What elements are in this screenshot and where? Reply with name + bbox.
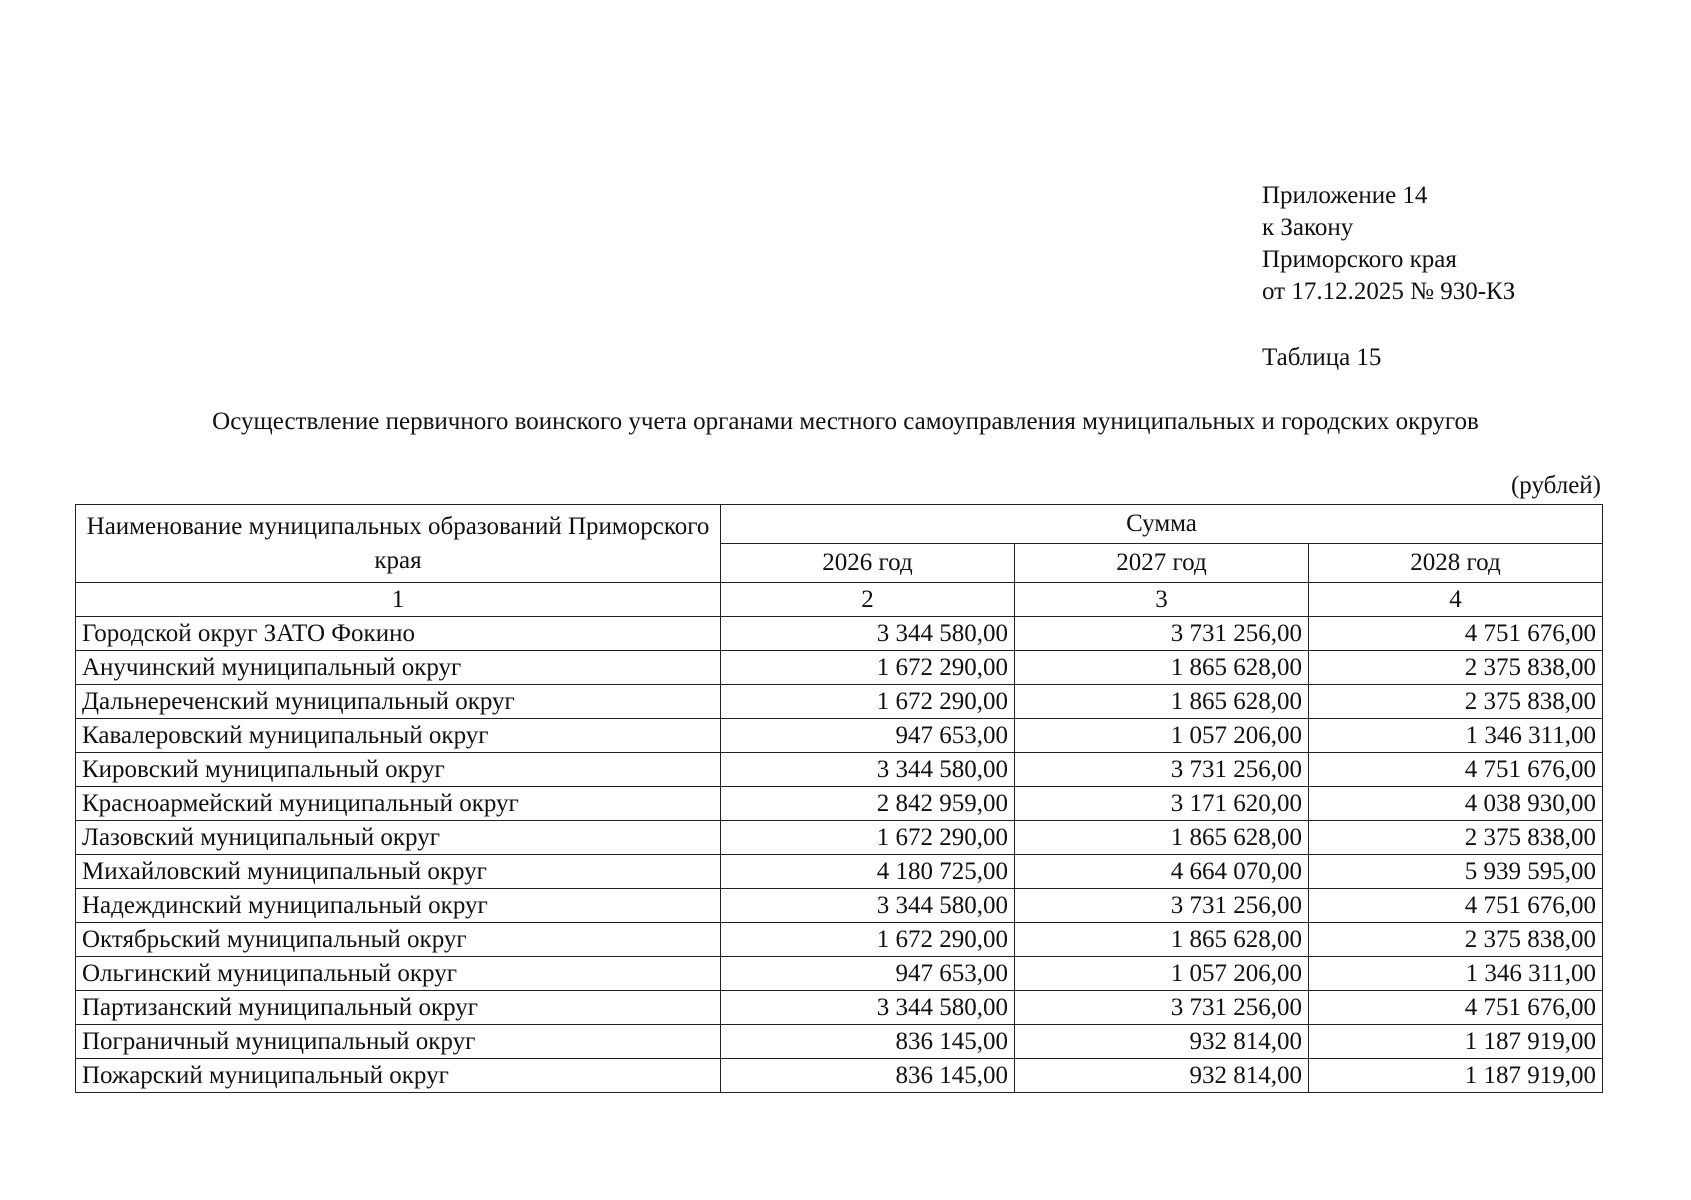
column-number: 2 [721, 583, 1015, 617]
table-row [76, 787, 1603, 821]
column-header-year: 2027 год [1015, 544, 1309, 583]
amount-2028: 2 375 838,00 [1309, 685, 1603, 719]
amount-2028: 4 038 930,00 [1309, 787, 1603, 821]
amount-2027: 1 865 628,00 [1015, 923, 1309, 957]
municipality-name: Октябрьский муниципальный округ [76, 923, 721, 957]
amount-2027: 4 664 070,00 [1015, 855, 1309, 889]
amount-2027: 3 731 256,00 [1015, 753, 1309, 787]
column-number: 1 [76, 583, 721, 617]
appendix-reference [1262, 180, 1515, 308]
table-number: Таблица 15 [1262, 344, 1382, 371]
table-row [76, 957, 1603, 991]
amount-2026: 947 653,00 [721, 957, 1015, 991]
municipality-name: Анучинский муниципальный округ [76, 651, 721, 685]
amount-2026: 836 145,00 [721, 1025, 1015, 1059]
amount-2028: 4 751 676,00 [1309, 617, 1603, 651]
municipality-name: Партизанский муниципальный округ [76, 991, 721, 1025]
table-row [76, 855, 1603, 889]
table-row [76, 651, 1603, 685]
amount-2026: 4 180 725,00 [721, 855, 1015, 889]
table-row [76, 889, 1603, 923]
amount-2026: 836 145,00 [721, 1059, 1015, 1093]
document-title: Осуществление первичного воинского учета органами местного самоуправления муниципальных и городских округов [212, 408, 1479, 435]
column-header-sum: Сумма [721, 505, 1603, 544]
municipality-name: Пограничный муниципальный округ [76, 1025, 721, 1059]
table-row [76, 685, 1603, 719]
amount-2026: 3 344 580,00 [721, 991, 1015, 1025]
amount-2026: 3 344 580,00 [721, 617, 1015, 651]
column-header-name: Наименование муниципальных образований Приморского края [76, 505, 721, 583]
column-header-year: 2026 год [721, 544, 1015, 583]
allocation-table [75, 504, 1603, 1093]
appendix-line: к Закону [1262, 214, 1354, 241]
appendix-line: от 17.12.2025 № 930-КЗ [1262, 278, 1516, 305]
amount-2027: 3 171 620,00 [1015, 787, 1309, 821]
appendix-line: Приложение 14 [1262, 182, 1428, 209]
amount-2028: 2 375 838,00 [1309, 821, 1603, 855]
table-row [76, 719, 1603, 753]
amount-2027: 932 814,00 [1015, 1059, 1309, 1093]
municipality-name: Красноармейский муниципальный округ [76, 787, 721, 821]
header-row [76, 505, 1603, 544]
amount-2028: 4 751 676,00 [1309, 753, 1603, 787]
table-row [76, 821, 1603, 855]
amount-2028: 4 751 676,00 [1309, 991, 1603, 1025]
amount-2027: 1 865 628,00 [1015, 821, 1309, 855]
municipality-name: Кировский муниципальный округ [76, 753, 721, 787]
table-row [76, 617, 1603, 651]
amount-2027: 1 057 206,00 [1015, 957, 1309, 991]
amount-2028: 2 375 838,00 [1309, 923, 1603, 957]
municipality-name: Кавалеровский муниципальный округ [76, 719, 721, 753]
amount-2028: 1 346 311,00 [1309, 719, 1603, 753]
amount-2026: 947 653,00 [721, 719, 1015, 753]
amount-2028: 1 187 919,00 [1309, 1025, 1603, 1059]
amount-2026: 1 672 290,00 [721, 685, 1015, 719]
units-label: (рублей) [1510, 472, 1601, 499]
amount-2026: 3 344 580,00 [721, 889, 1015, 923]
amount-2028: 5 939 595,00 [1309, 855, 1603, 889]
amount-2027: 3 731 256,00 [1015, 991, 1309, 1025]
amount-2027: 1 865 628,00 [1015, 651, 1309, 685]
amount-2028: 2 375 838,00 [1309, 651, 1603, 685]
column-number: 4 [1309, 583, 1603, 617]
column-number: 3 [1015, 583, 1309, 617]
column-header-year: 2028 год [1309, 544, 1603, 583]
municipality-name: Надеждинский муниципальный округ [76, 889, 721, 923]
table-row [76, 991, 1603, 1025]
amount-2028: 4 751 676,00 [1309, 889, 1603, 923]
amount-2027: 932 814,00 [1015, 1025, 1309, 1059]
amount-2027: 1 057 206,00 [1015, 719, 1309, 753]
amount-2028: 1 346 311,00 [1309, 957, 1603, 991]
amount-2027: 3 731 256,00 [1015, 617, 1309, 651]
municipality-name: Лазовский муниципальный округ [76, 821, 721, 855]
amount-2026: 3 344 580,00 [721, 753, 1015, 787]
amount-2026: 1 672 290,00 [721, 821, 1015, 855]
amount-2027: 3 731 256,00 [1015, 889, 1309, 923]
amount-2026: 1 672 290,00 [721, 923, 1015, 957]
table-row [76, 1025, 1603, 1059]
municipality-name: Михайловский муниципальный округ [76, 855, 721, 889]
amount-2027: 1 865 628,00 [1015, 685, 1309, 719]
appendix-line: Приморского края [1262, 246, 1457, 273]
table-row [76, 1059, 1603, 1093]
amount-2026: 1 672 290,00 [721, 651, 1015, 685]
column-number-row [76, 583, 1603, 617]
municipality-name: Пожарский муниципальный округ [76, 1059, 721, 1093]
table-row [76, 753, 1603, 787]
amount-2028: 1 187 919,00 [1309, 1059, 1603, 1093]
amount-2026: 2 842 959,00 [721, 787, 1015, 821]
municipality-name: Дальнереченский муниципальный округ [76, 685, 721, 719]
municipality-name: Ольгинский муниципальный округ [76, 957, 721, 991]
municipality-name: Городской округ ЗАТО Фокино [76, 617, 721, 651]
table-row [76, 923, 1603, 957]
